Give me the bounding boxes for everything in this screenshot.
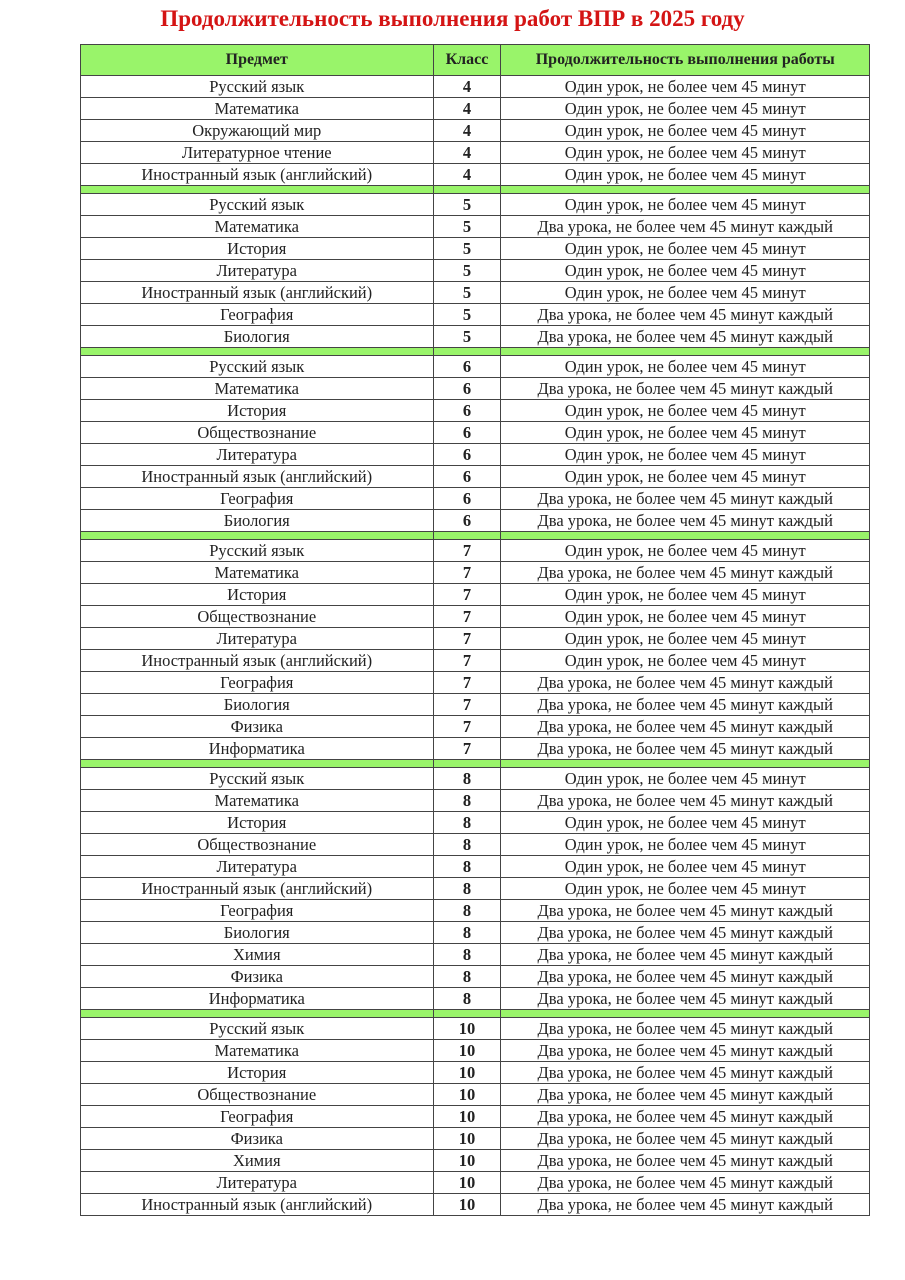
- grade-cell: 6: [433, 444, 501, 466]
- table-row: [81, 966, 870, 988]
- subject-cell: Литература: [81, 856, 434, 878]
- table-row: [81, 98, 870, 120]
- grade-cell: 7: [433, 650, 501, 672]
- table-row: [81, 834, 870, 856]
- subject-cell: Русский язык: [81, 768, 434, 790]
- subject-cell: Иностранный язык (английский): [81, 282, 434, 304]
- subject-cell: Обществознание: [81, 422, 434, 444]
- table-row: [81, 238, 870, 260]
- duration-cell: Два урока, не более чем 45 минут каждый: [501, 694, 870, 716]
- header-duration: Продолжительность выполнения работы: [501, 45, 870, 76]
- grade-cell: 10: [433, 1040, 501, 1062]
- section-separator: [81, 532, 870, 540]
- subject-cell: География: [81, 900, 434, 922]
- subject-cell: Математика: [81, 1040, 434, 1062]
- grade-cell: 8: [433, 988, 501, 1010]
- separator-cell: [433, 532, 501, 540]
- table-row: [81, 562, 870, 584]
- table-row: [81, 1084, 870, 1106]
- table-row: [81, 400, 870, 422]
- header-grade: Класс: [433, 45, 501, 76]
- subject-cell: Иностранный язык (английский): [81, 466, 434, 488]
- subject-cell: Математика: [81, 98, 434, 120]
- duration-cell: Один урок, не более чем 45 минут: [501, 260, 870, 282]
- subject-cell: Русский язык: [81, 194, 434, 216]
- duration-cell: Два урока, не более чем 45 минут каждый: [501, 738, 870, 760]
- grade-cell: 6: [433, 378, 501, 400]
- subject-cell: Химия: [81, 1150, 434, 1172]
- duration-cell: Один урок, не более чем 45 минут: [501, 120, 870, 142]
- separator-cell: [433, 1010, 501, 1018]
- table-row: [81, 694, 870, 716]
- grade-cell: 7: [433, 540, 501, 562]
- duration-cell: Один урок, не более чем 45 минут: [501, 142, 870, 164]
- grade-cell: 7: [433, 606, 501, 628]
- grade-cell: 8: [433, 856, 501, 878]
- table-row: [81, 1018, 870, 1040]
- grade-cell: 8: [433, 834, 501, 856]
- duration-cell: Два урока, не более чем 45 минут каждый: [501, 326, 870, 348]
- table-row: [81, 716, 870, 738]
- table-row: [81, 856, 870, 878]
- grade-cell: 8: [433, 878, 501, 900]
- subject-cell: Математика: [81, 216, 434, 238]
- duration-cell: Один урок, не более чем 45 минут: [501, 856, 870, 878]
- grade-cell: 4: [433, 98, 501, 120]
- grade-cell: 6: [433, 466, 501, 488]
- duration-cell: Один урок, не более чем 45 минут: [501, 164, 870, 186]
- subject-cell: Математика: [81, 790, 434, 812]
- duration-cell: Один урок, не более чем 45 минут: [501, 356, 870, 378]
- header-row: [81, 45, 870, 76]
- grade-cell: 10: [433, 1084, 501, 1106]
- subject-cell: Русский язык: [81, 540, 434, 562]
- duration-cell: Два урока, не более чем 45 минут каждый: [501, 672, 870, 694]
- subject-cell: Биология: [81, 326, 434, 348]
- duration-cell: Один урок, не более чем 45 минут: [501, 422, 870, 444]
- table-body: [81, 76, 870, 1216]
- duration-cell: Два урока, не более чем 45 минут каждый: [501, 1194, 870, 1216]
- grade-cell: 5: [433, 304, 501, 326]
- table-row: [81, 282, 870, 304]
- subject-cell: Русский язык: [81, 1018, 434, 1040]
- duration-cell: Два урока, не более чем 45 минут каждый: [501, 988, 870, 1010]
- duration-cell: Два урока, не более чем 45 минут каждый: [501, 216, 870, 238]
- grade-cell: 5: [433, 326, 501, 348]
- duration-cell: Два урока, не более чем 45 минут каждый: [501, 488, 870, 510]
- table-row: [81, 1150, 870, 1172]
- duration-cell: Два урока, не более чем 45 минут каждый: [501, 510, 870, 532]
- subject-cell: Математика: [81, 562, 434, 584]
- duration-cell: Два урока, не более чем 45 минут каждый: [501, 1106, 870, 1128]
- subject-cell: Русский язык: [81, 76, 434, 98]
- table-row: [81, 488, 870, 510]
- section-separator: [81, 348, 870, 356]
- grade-cell: 7: [433, 562, 501, 584]
- grade-cell: 5: [433, 194, 501, 216]
- duration-cell: Один урок, не более чем 45 минут: [501, 76, 870, 98]
- separator-cell: [433, 348, 501, 356]
- duration-cell: Два урока, не более чем 45 минут каждый: [501, 944, 870, 966]
- table-row: [81, 1172, 870, 1194]
- subject-cell: Информатика: [81, 988, 434, 1010]
- subject-cell: Биология: [81, 510, 434, 532]
- table-row: [81, 260, 870, 282]
- subject-cell: История: [81, 812, 434, 834]
- grade-cell: 10: [433, 1018, 501, 1040]
- section-separator: [81, 1010, 870, 1018]
- grade-cell: 5: [433, 282, 501, 304]
- table-row: [81, 900, 870, 922]
- duration-cell: Два урока, не более чем 45 минут каждый: [501, 1040, 870, 1062]
- grade-cell: 8: [433, 900, 501, 922]
- duration-cell: Два урока, не более чем 45 минут каждый: [501, 562, 870, 584]
- table-row: [81, 326, 870, 348]
- separator-cell: [81, 1010, 434, 1018]
- table-row: [81, 304, 870, 326]
- separator-cell: [433, 760, 501, 768]
- table-row: [81, 878, 870, 900]
- table-row: [81, 466, 870, 488]
- grade-cell: 4: [433, 120, 501, 142]
- duration-cell: Два урока, не более чем 45 минут каждый: [501, 378, 870, 400]
- subject-cell: География: [81, 1106, 434, 1128]
- subject-cell: Биология: [81, 694, 434, 716]
- separator-cell: [501, 532, 870, 540]
- subject-cell: Иностранный язык (английский): [81, 1194, 434, 1216]
- duration-cell: Два урока, не более чем 45 минут каждый: [501, 1062, 870, 1084]
- duration-cell: Один урок, не более чем 45 минут: [501, 834, 870, 856]
- table-row: [81, 944, 870, 966]
- grade-cell: 8: [433, 944, 501, 966]
- grade-cell: 6: [433, 356, 501, 378]
- subject-cell: Физика: [81, 966, 434, 988]
- grade-cell: 5: [433, 260, 501, 282]
- grade-cell: 4: [433, 142, 501, 164]
- table-row: [81, 650, 870, 672]
- duration-cell: Два урока, не более чем 45 минут каждый: [501, 966, 870, 988]
- duration-cell: Один урок, не более чем 45 минут: [501, 768, 870, 790]
- duration-cell: Один урок, не более чем 45 минут: [501, 238, 870, 260]
- separator-cell: [501, 186, 870, 194]
- duration-cell: Один урок, не более чем 45 минут: [501, 444, 870, 466]
- subject-cell: Информатика: [81, 738, 434, 760]
- duration-cell: Два урока, не более чем 45 минут каждый: [501, 716, 870, 738]
- duration-cell: Один урок, не более чем 45 минут: [501, 400, 870, 422]
- grade-cell: 10: [433, 1128, 501, 1150]
- table-row: [81, 142, 870, 164]
- table-row: [81, 988, 870, 1010]
- subject-cell: Окружающий мир: [81, 120, 434, 142]
- separator-cell: [501, 348, 870, 356]
- duration-cell: Два урока, не более чем 45 минут каждый: [501, 304, 870, 326]
- subject-cell: Иностранный язык (английский): [81, 878, 434, 900]
- duration-cell: Один урок, не более чем 45 минут: [501, 540, 870, 562]
- subject-cell: Обществознание: [81, 1084, 434, 1106]
- grade-cell: 8: [433, 966, 501, 988]
- section-separator: [81, 186, 870, 194]
- grade-cell: 7: [433, 584, 501, 606]
- grade-cell: 5: [433, 216, 501, 238]
- subject-cell: Обществознание: [81, 834, 434, 856]
- schedule-table: [80, 44, 870, 1216]
- separator-cell: [81, 760, 434, 768]
- table-row: [81, 194, 870, 216]
- subject-cell: География: [81, 672, 434, 694]
- table-row: [81, 812, 870, 834]
- grade-cell: 8: [433, 812, 501, 834]
- grade-cell: 4: [433, 164, 501, 186]
- header-subject: Предмет: [81, 45, 434, 76]
- table-row: [81, 76, 870, 98]
- duration-cell: Один урок, не более чем 45 минут: [501, 466, 870, 488]
- table-row: [81, 738, 870, 760]
- table-row: [81, 790, 870, 812]
- grade-cell: 10: [433, 1194, 501, 1216]
- grade-cell: 5: [433, 238, 501, 260]
- grade-cell: 4: [433, 76, 501, 98]
- subject-cell: Обществознание: [81, 606, 434, 628]
- section-separator: [81, 760, 870, 768]
- duration-cell: Два урока, не более чем 45 минут каждый: [501, 1084, 870, 1106]
- table-row: [81, 510, 870, 532]
- subject-cell: Литература: [81, 1172, 434, 1194]
- grade-cell: 7: [433, 716, 501, 738]
- duration-cell: Один урок, не более чем 45 минут: [501, 282, 870, 304]
- table-row: [81, 422, 870, 444]
- subject-cell: География: [81, 304, 434, 326]
- duration-cell: Один урок, не более чем 45 минут: [501, 584, 870, 606]
- separator-cell: [433, 186, 501, 194]
- grade-cell: 8: [433, 768, 501, 790]
- table-row: [81, 540, 870, 562]
- table-row: [81, 120, 870, 142]
- grade-cell: 7: [433, 672, 501, 694]
- table-row: [81, 1106, 870, 1128]
- grade-cell: 10: [433, 1062, 501, 1084]
- duration-cell: Два урока, не более чем 45 минут каждый: [501, 1018, 870, 1040]
- table-row: [81, 1062, 870, 1084]
- grade-cell: 7: [433, 628, 501, 650]
- subject-cell: Иностранный язык (английский): [81, 164, 434, 186]
- separator-cell: [81, 348, 434, 356]
- table-row: [81, 444, 870, 466]
- separator-cell: [501, 760, 870, 768]
- table-row: [81, 164, 870, 186]
- table-row: [81, 378, 870, 400]
- subject-cell: Биология: [81, 922, 434, 944]
- subject-cell: Литература: [81, 260, 434, 282]
- duration-cell: Два урока, не более чем 45 минут каждый: [501, 1172, 870, 1194]
- subject-cell: История: [81, 400, 434, 422]
- grade-cell: 7: [433, 694, 501, 716]
- subject-cell: География: [81, 488, 434, 510]
- duration-cell: Один урок, не более чем 45 минут: [501, 628, 870, 650]
- duration-cell: Два урока, не более чем 45 минут каждый: [501, 1150, 870, 1172]
- subject-cell: Физика: [81, 1128, 434, 1150]
- grade-cell: 8: [433, 922, 501, 944]
- separator-cell: [81, 186, 434, 194]
- separator-cell: [81, 532, 434, 540]
- subject-cell: Физика: [81, 716, 434, 738]
- grade-cell: 10: [433, 1106, 501, 1128]
- subject-cell: Иностранный язык (английский): [81, 650, 434, 672]
- table-row: [81, 1128, 870, 1150]
- table-row: [81, 216, 870, 238]
- subject-cell: Математика: [81, 378, 434, 400]
- table-row: [81, 672, 870, 694]
- table-row: [81, 1040, 870, 1062]
- duration-cell: Два урока, не более чем 45 минут каждый: [501, 1128, 870, 1150]
- table-row: [81, 356, 870, 378]
- subject-cell: Русский язык: [81, 356, 434, 378]
- table-row: [81, 584, 870, 606]
- grade-cell: 8: [433, 790, 501, 812]
- subject-cell: История: [81, 584, 434, 606]
- grade-cell: 10: [433, 1150, 501, 1172]
- subject-cell: Литературное чтение: [81, 142, 434, 164]
- grade-cell: 6: [433, 510, 501, 532]
- duration-cell: Один урок, не более чем 45 минут: [501, 812, 870, 834]
- subject-cell: Химия: [81, 944, 434, 966]
- duration-cell: Один урок, не более чем 45 минут: [501, 194, 870, 216]
- subject-cell: История: [81, 1062, 434, 1084]
- separator-cell: [501, 1010, 870, 1018]
- duration-cell: Два урока, не более чем 45 минут каждый: [501, 790, 870, 812]
- table-row: [81, 1194, 870, 1216]
- duration-cell: Один урок, не более чем 45 минут: [501, 650, 870, 672]
- duration-cell: Один урок, не более чем 45 минут: [501, 606, 870, 628]
- table-row: [81, 922, 870, 944]
- grade-cell: 6: [433, 488, 501, 510]
- table-row: [81, 628, 870, 650]
- duration-cell: Два урока, не более чем 45 минут каждый: [501, 900, 870, 922]
- subject-cell: Литература: [81, 444, 434, 466]
- grade-cell: 6: [433, 422, 501, 444]
- duration-cell: Один урок, не более чем 45 минут: [501, 98, 870, 120]
- table-row: [81, 768, 870, 790]
- grade-cell: 10: [433, 1172, 501, 1194]
- table-row: [81, 606, 870, 628]
- subject-cell: История: [81, 238, 434, 260]
- duration-cell: Два урока, не более чем 45 минут каждый: [501, 922, 870, 944]
- page-title: Продолжительность выполнения работ ВПР в 2025 году: [160, 6, 745, 31]
- grade-cell: 6: [433, 400, 501, 422]
- grade-cell: 7: [433, 738, 501, 760]
- duration-cell: Один урок, не более чем 45 минут: [501, 878, 870, 900]
- subject-cell: Литература: [81, 628, 434, 650]
